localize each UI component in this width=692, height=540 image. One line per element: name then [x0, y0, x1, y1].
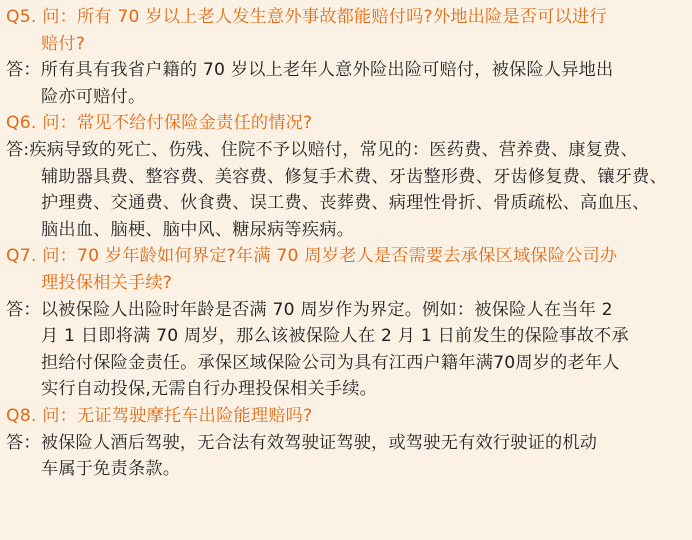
- answer-line: 险亦可赔付。: [41, 86, 146, 107]
- answer-line: 答:疾病导致的死亡、伤残、住院不予以赔付，常见的：医药费、营养费、康复费、: [6, 139, 638, 160]
- answer-line: 实行自动投保,无需自行办理投保相关手续。: [41, 379, 378, 400]
- question-line: Q7. 问：70 岁年龄如何界定?年满 70 周岁老人是否需要去承保区域保险公司办: [6, 246, 618, 267]
- question-line: Q8. 问：无证驾驶摩托车出险能理赔吗?: [6, 405, 313, 426]
- question-q7: [6, 243, 686, 296]
- answer-line: 担给付保险金责任。承保区域保险公司为具有江西户籍年满70周岁的老年人: [41, 352, 620, 373]
- answer-q7: [6, 297, 686, 403]
- answer-line: 答：所有具有我省户籍的 70 岁以上老年人意外险出险可赔付，被保险人异地出: [6, 60, 614, 81]
- answer-line: 辅助器具费、整容费、美容费、修复手术费、牙齿整形费、牙齿修复费、镶牙费、: [41, 166, 667, 187]
- answer-line: 答：被保险人酒后驾驶，无合法有效驾驶证驾驶，或驾驶无有效行驶证的机动: [6, 432, 598, 453]
- answer-line: 车属于免责条款。: [41, 459, 181, 480]
- question-q5: [6, 4, 686, 57]
- question-line: Q5. 问：所有 70 岁以上老人发生意外事故都能赔付吗?外地出险是否可以进行: [6, 7, 607, 27]
- faq-item-q7: [6, 243, 686, 403]
- answer-q6: [6, 137, 686, 243]
- answer-line: 护理费、交通费、伙食费、误工费、丧葬费、病理性骨折、骨质疏松、高血压、: [41, 193, 650, 214]
- answer-q5: [6, 57, 686, 110]
- question-q8: [6, 403, 686, 430]
- answer-line: 月 1 日即将满 70 周岁，那么该被保险人在 2 月 1 日前发生的保险事故不承: [41, 326, 629, 347]
- faq-item-q6: [6, 110, 686, 243]
- answer-line: 脑出血、脑梗、脑中风、糖尿病等疾病。: [41, 219, 354, 240]
- question-line: 赔付?: [41, 33, 86, 54]
- question-q6: [6, 110, 686, 137]
- answer-line: 答：以被保险人出险时年龄是否满 70 周岁作为界定。例如：被保险人在当年 2: [6, 299, 613, 320]
- faq-item-q5: [6, 4, 686, 110]
- faq-item-q8: [6, 403, 686, 483]
- question-line: 理投保相关手续?: [41, 272, 173, 293]
- answer-q8: [6, 430, 686, 483]
- question-line: Q6. 问：常见不给付保险金责任的情况?: [6, 113, 313, 134]
